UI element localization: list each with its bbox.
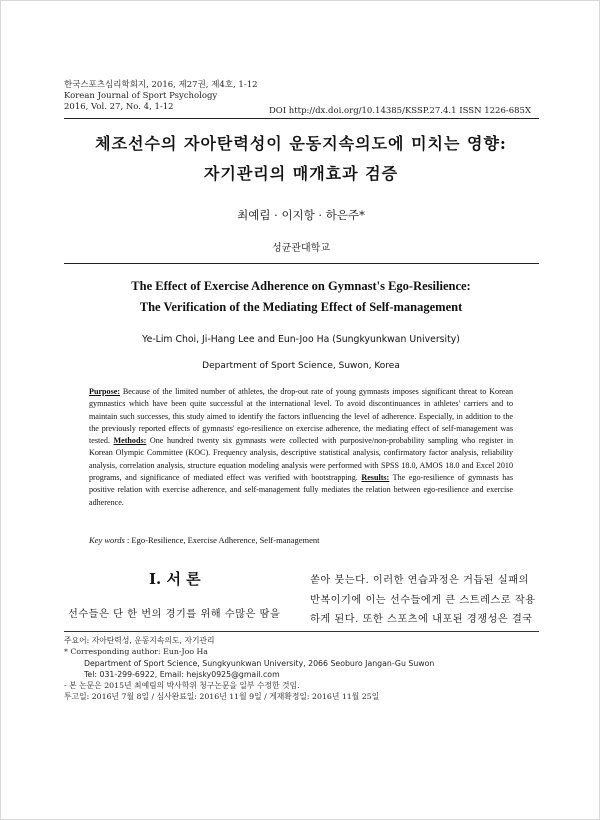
abstract-results-label: Results: [361,473,390,483]
footnote-rule [64,631,539,632]
abstract-methods-text: One hundred twenty six gymnasts were collected with purposive/non-probability sampling who register in Korean Olympic Committee (KOC). Frequency analysis, descriptive statistical analysis, confirmatory factor analysis, reliability analysis, correlation analysis, structure equation modeling analysis were performed with SPSS 18.0, AMOS 18.0 and Excel 2010 programs, and significance of mediated effect was verified with bootstrapping. [89,436,513,483]
body-column-2-line-2: 반복이기에 이는 선수들에게 큰 스트레스로 작용 [310,594,536,606]
abstract-purpose-text: Because of the limited number of athletes, the drop-out rate of young gymnasts imposes significant threat to Korean gymnastics which have been quite successful at the international level. To avoid discontinuances in athletes' carriers and to maintain such successes, this study aimed to identify the factors influencing the level of adherence. Especially, in addition to the the previously reported effects of gymnasts' ego-resilience on exercise adherence, the mediating effect of self-management was tested. [89,387,513,446]
header-line-3: 2016, Vol. 27, No. 4, 1-12 [64,102,174,112]
keywords-label: Key words [89,535,125,545]
footnotes [64,635,434,703]
abstract-purpose-label: Purpose: [89,387,121,396]
header-line-1: 한국스포츠심리학회지, 2016, 제27권, 제4호, 1-12 [64,80,258,90]
abstract-results-text: The ego-resilience of gymnasts has positive relation with exercise adherence, and self-management fully mediates the relation between ego-resilience and exercise adherence. [89,473,513,507]
korean-title-line-1: 체조선수의 자아탄력성이 운동지속의도에 미치는 영향: [95,134,507,153]
korean-affiliation: 성균관대학교 [272,243,330,254]
english-department: Department of Sport Science, Suwon, Korea [202,361,400,371]
body-column-1-line-1: 선수들은 단 한 번의 경기를 위해 수많은 땀을 [68,609,281,620]
english-authors: Ye-Lim Choi, Ji-Hang Lee and Eun-Joo Ha (Sungkyunkwan University) [142,334,460,345]
title-rule [64,263,539,264]
header-rule [64,118,539,119]
body-column-2 [310,571,542,630]
journal-header [64,80,258,113]
footnote-note: - 본 논문은 2015년 최예림의 박사학위 청구논문을 일부 수정한 것임. [64,681,300,691]
footnote-corresponding: * Corresponding author: Eun-Joo Ha [64,647,208,657]
body-column-2-line-3: 하게 된다. 또한 스포츠에 내포된 경쟁성은 결국 [310,614,533,625]
header-line-2: Korean Journal of Sport Psychology [64,91,218,101]
korean-authors: 최예림 · 이지항 · 하은주* [237,208,365,222]
doi-issn: DOI http://dx.doi.org/10.14385/KSSP.27.4.1 ISSN 1226-685X [268,106,531,116]
footnote-keywords-kr: 주요어: 자아탄력성, 운동지속의도, 자기관리 [64,636,215,645]
abstract-methods-label: Methods: [113,436,147,446]
english-title-line-2: The Verification of the Mediating Effect of Self-management [139,300,463,314]
section-title: I. 서 론 [149,570,201,588]
english-title-line-1: The Effect of Exercise Adherence on Gymnast's Ego-Resilience: [131,279,471,293]
keywords [89,535,320,545]
footnote-address: Department of Sport Science, Sungkyunkwan University, 2066 Seoburo Jangan-Gu Suwon [84,658,435,668]
footnote-dates: 투고일: 2016년 7월 8일 / 심사완료일: 2016년 11월 9일 / 게재확정일: 2016년 11월 25일 [64,692,380,702]
keywords-text: : Ego-Resilience, Exercise Adherence, Self-management [124,535,320,545]
abstract [89,386,513,509]
footnote-contact: Tel: 031-299-6922, Email: hejsky0925@gmail.com [84,669,280,679]
korean-title-line-2: 자기관리의 매개효과 검증 [203,164,399,183]
body-column-2-line-1: 쏟아 붓는다. 이러한 연습과정은 거듭된 실패의 [310,575,529,586]
